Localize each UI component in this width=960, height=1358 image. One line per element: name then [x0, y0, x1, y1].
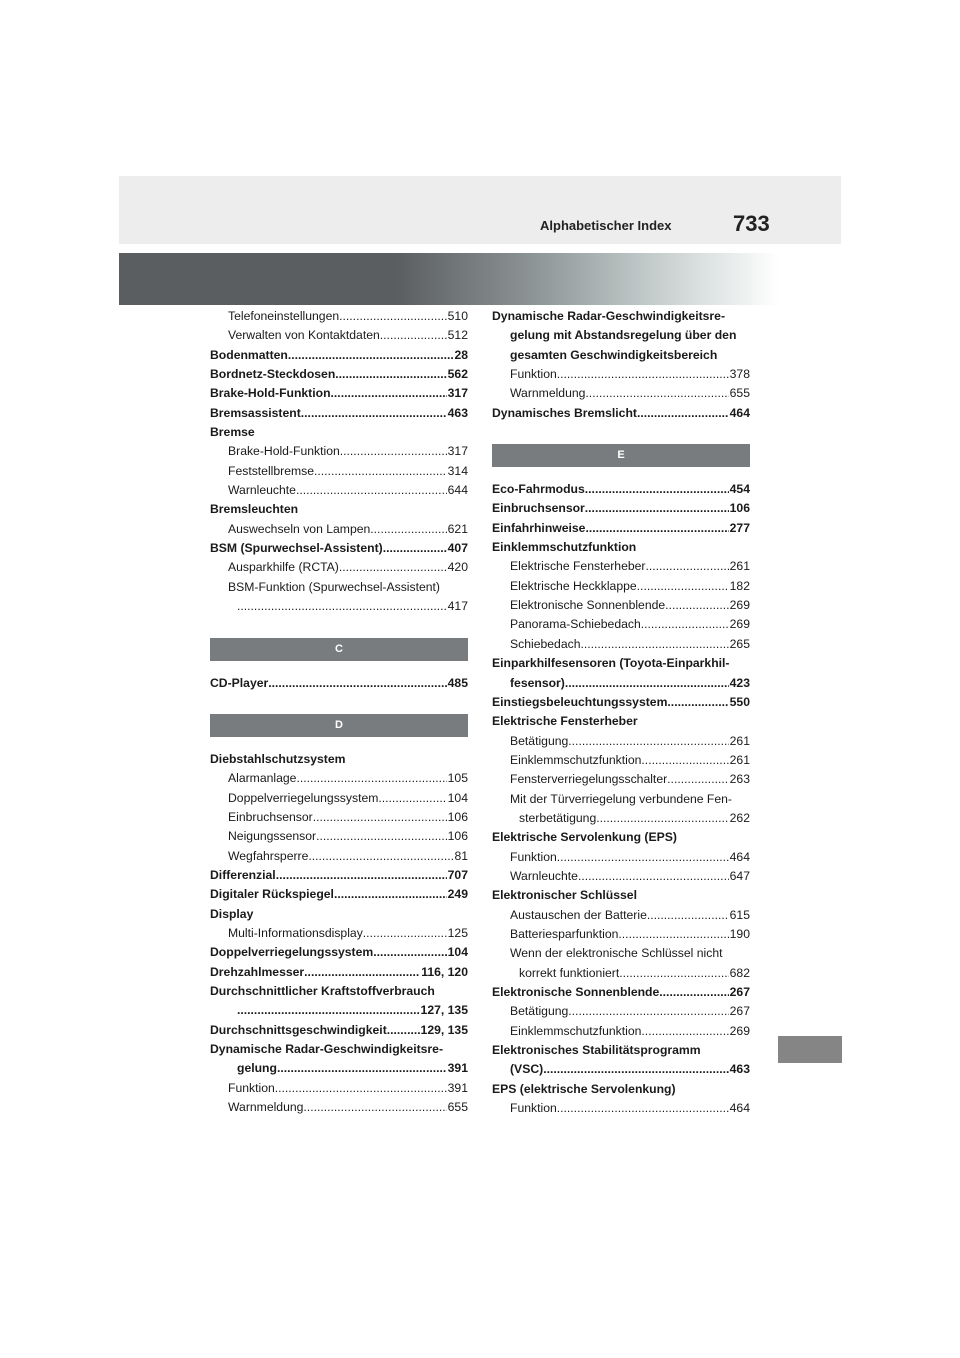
index-entry — [492, 1080, 750, 1099]
index-entry — [210, 1021, 468, 1040]
section-letter-header: C — [210, 638, 468, 661]
page-reference: 464 — [729, 1101, 750, 1116]
index-subentry — [492, 365, 750, 384]
entry-label: Elektrische Fensterheber — [510, 559, 646, 574]
entry-label: Display — [210, 906, 254, 921]
dot-leader — [340, 442, 447, 461]
entry-label: Durchschnittsgeschwindigkeit — [210, 1022, 387, 1037]
dot-leader — [301, 404, 447, 423]
dot-leader — [276, 866, 447, 885]
dot-leader — [665, 596, 728, 615]
dot-leader — [543, 1060, 728, 1079]
entry-label: Durchschnittlicher Kraftstoffverbrauch — [210, 983, 435, 998]
entry-label: Einparkhilfesensoren (Toyota-Einparkhil- — [492, 656, 730, 671]
page-reference: 314 — [447, 463, 468, 478]
page-reference: 391 — [447, 1061, 468, 1076]
index-subentry — [210, 578, 468, 597]
index-subentry — [492, 925, 750, 944]
entry-label: Funktion — [510, 367, 557, 382]
page-reference: 562 — [447, 367, 468, 382]
dot-leader — [316, 827, 447, 846]
page-reference: 644 — [447, 483, 468, 498]
page-reference: 261 — [729, 752, 750, 767]
dot-leader — [387, 1021, 420, 1040]
dot-leader — [585, 480, 729, 499]
dot-leader — [557, 848, 729, 867]
page-reference: 249 — [447, 887, 468, 902]
dot-leader — [565, 674, 729, 693]
entry-label: Einbruchsensor — [492, 501, 585, 516]
page-reference: 261 — [729, 733, 750, 748]
entry-label: Verwalten von Kontaktdaten — [228, 328, 380, 343]
index-entry — [492, 499, 750, 518]
dot-leader — [580, 635, 728, 654]
index-entry — [492, 480, 750, 499]
dot-leader — [277, 1059, 447, 1078]
index-subentry — [492, 346, 750, 365]
index-entry — [492, 886, 750, 905]
entry-label: Funktion — [510, 849, 557, 864]
index-entry — [492, 828, 750, 847]
entry-label: Betätigung — [510, 733, 569, 748]
dot-leader — [637, 577, 729, 596]
index-subentry — [210, 924, 468, 943]
entry-label: Funktion — [228, 1080, 275, 1095]
index-subentry — [210, 827, 468, 846]
page-reference: 621 — [447, 521, 468, 536]
page-reference: 707 — [447, 867, 468, 882]
index-entry — [492, 693, 750, 712]
entry-label: gelung mit Abstandsregelung über den — [510, 328, 737, 343]
dot-leader — [339, 558, 447, 577]
dot-leader — [288, 346, 454, 365]
index-subentry — [210, 307, 468, 326]
index-subentry — [492, 635, 750, 654]
entry-label: Einklemmschutzfunktion — [492, 540, 637, 555]
entry-label: Bodenmatten — [210, 347, 288, 362]
index-subentry — [210, 597, 468, 616]
dot-leader — [380, 326, 447, 345]
index-entry — [492, 712, 750, 731]
entry-label: Austauschen der Batterie — [510, 907, 647, 922]
page-reference: 615 — [729, 907, 750, 922]
entry-label: Elektronische Sonnenblende — [510, 598, 666, 613]
dot-leader — [363, 924, 447, 943]
page-reference: 105 — [447, 771, 468, 786]
entry-label: fesensor) — [510, 675, 565, 690]
entry-label: Telefoneinstellungen — [228, 309, 340, 323]
page-reference: 263 — [729, 772, 750, 787]
dot-leader — [303, 1098, 446, 1117]
index-subentry — [492, 770, 750, 789]
entry-label: Brake-Hold-Funktion — [210, 386, 331, 401]
index-entry — [210, 423, 468, 442]
index-entry — [210, 750, 468, 769]
index-subentry — [210, 481, 468, 500]
index-entry — [492, 654, 750, 673]
entry-label: Dynamisches Bremslicht — [492, 405, 637, 420]
page-reference: 265 — [729, 636, 750, 651]
page-reference: 125 — [447, 925, 468, 940]
entry-label: Bremsleuchten — [210, 502, 299, 517]
index-entry — [210, 539, 468, 558]
entry-label: BSM-Funktion (Spurwechsel-Assistent) — [228, 579, 440, 594]
index-subentry — [492, 326, 750, 345]
entry-label: EPS (elektrische Servolenkung) — [492, 1081, 676, 1096]
entry-label: Doppelverriegelungssystem — [228, 790, 379, 805]
page-reference: 464 — [729, 849, 750, 864]
index-column-left — [210, 307, 468, 1117]
entry-label: Wegfahrsperre — [228, 848, 309, 863]
index-subentry — [492, 906, 750, 925]
page-reference: 190 — [729, 926, 750, 941]
dot-leader — [637, 404, 729, 423]
index-subentry — [210, 769, 468, 788]
index-subentry — [210, 442, 468, 461]
entry-label: Feststellbremse — [228, 463, 315, 478]
dot-leader — [334, 885, 447, 904]
index-entry — [210, 943, 468, 962]
entry-label: Mit der Türverriegelung verbundene Fen- — [510, 791, 732, 806]
dot-leader — [296, 481, 447, 500]
entry-label: Einstiegsbeleuchtungssystem — [492, 694, 668, 709]
entry-label: Warnmeldung — [228, 1100, 304, 1115]
page-reference: 510 — [447, 309, 468, 323]
page-reference: 463 — [729, 1062, 750, 1077]
dot-leader — [618, 925, 728, 944]
index-subentry — [492, 615, 750, 634]
dot-leader — [641, 751, 728, 770]
dot-leader — [585, 384, 728, 403]
page-reference: 550 — [729, 694, 750, 709]
page-reference: 391 — [447, 1080, 468, 1095]
page-reference: 463 — [447, 405, 468, 420]
entry-label: Ausparkhilfe (RCTA) — [228, 560, 339, 575]
dot-leader — [641, 1022, 728, 1041]
page-reference: 682 — [729, 965, 750, 980]
index-subentry — [210, 520, 468, 539]
dot-leader — [568, 1002, 728, 1021]
entry-label: Bremse — [210, 425, 255, 440]
dot-leader — [296, 769, 446, 788]
dot-leader — [383, 539, 447, 558]
entry-label: BSM (Spurwechsel-Assistent) — [210, 541, 383, 556]
index-entry — [210, 963, 468, 982]
dot-leader — [331, 384, 447, 403]
entry-label: Eco-Fahrmodus — [492, 482, 585, 497]
page-reference: 269 — [729, 598, 750, 613]
index-entry — [210, 866, 468, 885]
index-subentry — [492, 1022, 750, 1041]
page-reference: 182 — [729, 578, 750, 593]
index-subentry — [492, 944, 750, 963]
index-subentry — [210, 558, 468, 577]
entry-label: CD-Player — [210, 675, 269, 690]
entry-label: Fensterverriegelungsschalter — [510, 772, 668, 787]
entry-label: Bordnetz-Steckdosen — [210, 367, 336, 382]
entry-label: gesamten Geschwindigkeitsbereich — [510, 347, 718, 362]
entry-label: Schiebedach — [510, 636, 581, 651]
entry-label: Alarmanlage — [228, 771, 297, 786]
dot-leader — [578, 867, 729, 886]
dot-leader — [308, 847, 453, 866]
dot-leader — [339, 307, 447, 326]
index-subentry — [492, 1099, 750, 1118]
dot-leader — [667, 693, 728, 712]
entry-label: Warnmeldung — [510, 386, 586, 401]
dot-leader — [585, 519, 728, 538]
entry-label: Warnleuchte — [510, 868, 578, 883]
index-subentry — [492, 867, 750, 886]
entry-label: Brake-Hold-Funktion — [228, 444, 340, 459]
entry-label: Einfahrhinweise — [492, 520, 586, 535]
page-reference: 485 — [447, 675, 468, 690]
index-entry — [492, 404, 750, 423]
index-entry — [210, 500, 468, 519]
page-reference: 104 — [447, 945, 468, 960]
entry-label: korrekt funktioniert — [519, 965, 620, 980]
section-letter-header: E — [492, 444, 750, 467]
dot-leader — [596, 809, 728, 828]
page-reference: 269 — [729, 617, 750, 632]
entry-label: Dynamische Radar-Geschwindigkeitsre- — [492, 309, 725, 323]
page-reference: 277 — [729, 520, 750, 535]
entry-label: Drehzahlmesser — [210, 964, 305, 979]
index-entry — [210, 1040, 468, 1059]
index-subentry — [492, 1060, 750, 1079]
index-entry — [492, 519, 750, 538]
entry-label: (VSC) — [510, 1062, 544, 1077]
index-entry — [210, 346, 468, 365]
index-subentry — [210, 1001, 468, 1020]
page-reference: 106 — [447, 829, 468, 844]
dot-leader — [585, 499, 729, 518]
entry-label: Panorama-Schiebedach — [510, 617, 641, 632]
page-reference: 267 — [729, 1004, 750, 1019]
index-subentry — [210, 326, 468, 345]
entry-label: gelung — [237, 1061, 277, 1076]
index-subentry — [492, 751, 750, 770]
dot-leader — [237, 1001, 420, 1020]
entry-label: Digitaler Rückspiegel — [210, 887, 334, 902]
index-entry — [210, 384, 468, 403]
dot-leader — [641, 615, 729, 634]
index-subentry — [492, 848, 750, 867]
index-entry — [210, 365, 468, 384]
chapter-tab — [778, 1036, 842, 1063]
dot-leader — [667, 770, 728, 789]
section-letter-header: D — [210, 714, 468, 737]
page-reference: 378 — [729, 367, 750, 382]
page-reference: 106 — [729, 501, 750, 516]
page-reference: 655 — [447, 1100, 468, 1115]
dot-leader — [314, 462, 447, 481]
entry-label: Dynamische Radar-Geschwindigkeitsre- — [210, 1042, 443, 1056]
entry-label: Bremsassistent — [210, 405, 301, 420]
entry-label: Elektrische Heckklappe — [510, 578, 637, 593]
dot-leader — [619, 964, 728, 983]
index-subentry — [492, 557, 750, 576]
page-reference: 104 — [447, 790, 468, 805]
dot-leader — [568, 732, 728, 751]
page-reference: 420 — [447, 560, 468, 575]
entry-label: Funktion — [510, 1101, 557, 1116]
page-reference: 407 — [447, 541, 468, 556]
page-reference: 647 — [729, 868, 750, 883]
page-reference: 106 — [447, 809, 468, 824]
page-reference: 129, 135 — [420, 1022, 468, 1037]
page-reference: 262 — [729, 810, 750, 825]
index-column-right — [492, 307, 750, 1118]
dot-leader — [313, 808, 447, 827]
index-entry — [210, 982, 468, 1001]
page-reference: 81 — [454, 848, 468, 863]
index-entry — [492, 538, 750, 557]
dot-leader — [557, 365, 729, 384]
index-subentry — [492, 732, 750, 751]
page-reference: 512 — [447, 328, 468, 343]
dot-leader — [373, 943, 446, 962]
dot-leader — [647, 906, 729, 925]
dot-leader — [268, 674, 446, 693]
page-reference: 127, 135 — [420, 1003, 468, 1018]
entry-label: Diebstahlschutzsystem — [210, 751, 346, 766]
index-entry — [492, 307, 750, 326]
index-subentry — [492, 809, 750, 828]
entry-label: Wenn der elektronische Schlüssel nicht — [510, 946, 723, 961]
index-entry — [210, 404, 468, 423]
page-reference: 269 — [729, 1023, 750, 1038]
page-reference: 317 — [447, 386, 468, 401]
entry-label: Betätigung — [510, 1004, 569, 1019]
index-subentry — [210, 1098, 468, 1117]
index-subentry — [210, 808, 468, 827]
entry-label: Einklemmschutzfunktion — [510, 1023, 642, 1038]
header-gradient-bar — [119, 253, 779, 305]
index-subentry — [492, 964, 750, 983]
entry-label: Elektronischer Schlüssel — [492, 888, 637, 903]
index-subentry — [492, 577, 750, 596]
page-reference: 28 — [454, 347, 468, 362]
index-entry — [210, 885, 468, 904]
entry-label: Multi-Informationsdisplay — [228, 925, 363, 940]
entry-label: Doppelverriegelungssystem — [210, 945, 374, 960]
entry-label: Warnleuchte — [228, 483, 296, 498]
entry-label: Neigungssensor — [228, 829, 317, 844]
entry-label: Elektronisches Stabilitätsprogramm — [492, 1043, 701, 1058]
entry-label: Elektronische Sonnenblende — [492, 985, 660, 999]
dot-leader — [557, 1099, 729, 1118]
page-title: Alphabetischer Index — [540, 218, 672, 233]
dot-leader — [275, 1079, 447, 1098]
index-subentry — [210, 462, 468, 481]
dot-leader — [304, 963, 420, 982]
index-subentry — [492, 1002, 750, 1021]
index-entry — [492, 983, 750, 1002]
index-subentry — [210, 847, 468, 866]
page-reference: 317 — [447, 444, 468, 459]
page-number: 733 — [733, 211, 770, 236]
dot-leader — [378, 789, 446, 808]
entry-label: Elektrische Servolenkung (EPS) — [492, 830, 677, 845]
dot-leader — [335, 365, 446, 384]
entry-label: Batteriesparfunktion — [510, 926, 619, 941]
index-subentry — [210, 789, 468, 808]
entry-label: Elektrische Fensterheber — [492, 714, 638, 729]
dot-leader — [645, 557, 728, 576]
index-subentry — [492, 790, 750, 809]
dot-leader — [370, 520, 446, 539]
entry-label: sterbetätigung — [519, 810, 597, 825]
page-reference: 464 — [729, 405, 750, 420]
entry-label: Auswechseln von Lampen — [228, 521, 371, 536]
entry-label: Einbruchsensor — [228, 809, 313, 824]
index-subentry — [492, 596, 750, 615]
page-reference: 417 — [447, 599, 468, 614]
page-reference: 116, 120 — [421, 964, 468, 979]
index-subentry — [210, 1059, 468, 1078]
page-reference: 454 — [729, 482, 750, 497]
dot-leader — [659, 983, 728, 1002]
entry-label: Differenzial — [210, 867, 276, 882]
index-subentry — [492, 674, 750, 693]
index-subentry — [492, 384, 750, 403]
index-entry — [210, 674, 468, 693]
entry-label: Einklemmschutzfunktion — [510, 752, 642, 767]
page-reference: 655 — [729, 386, 750, 401]
index-entry — [492, 1041, 750, 1060]
index-entry — [210, 905, 468, 924]
dot-leader — [237, 597, 447, 616]
index-subentry — [210, 1079, 468, 1098]
page-reference: 423 — [729, 675, 750, 690]
page-reference: 267 — [729, 985, 750, 999]
page-reference: 261 — [729, 559, 750, 574]
